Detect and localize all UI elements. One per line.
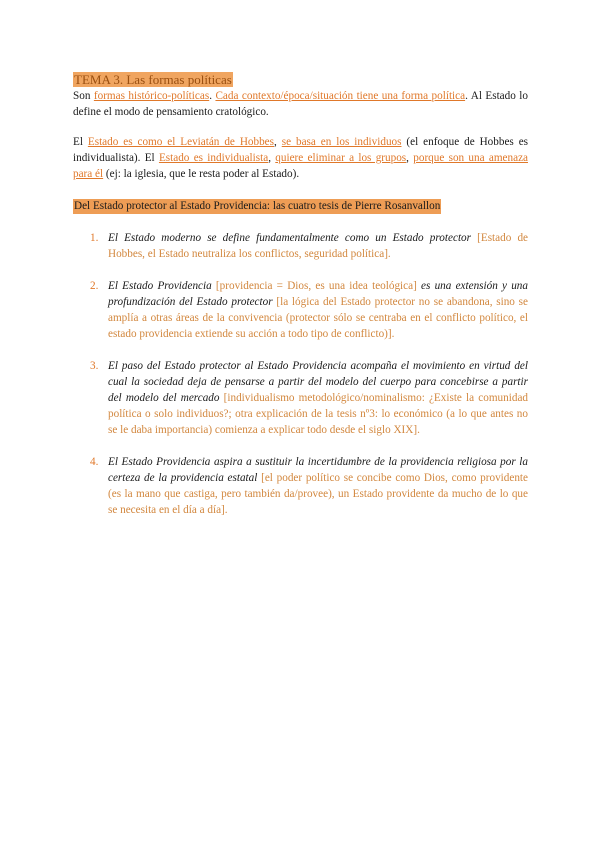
thesis-statement: El Estado moderno se define fundamentalmente como un Estado protector: [108, 232, 471, 244]
section-heading-line: [73, 196, 528, 214]
text-run: ,: [274, 136, 282, 148]
thesis-statement: El Estado Providencia aspira a sustituir la incertidumbre de la providencia religiosa por la certeza de la providencia estatal: [108, 456, 528, 484]
theses-list: [73, 230, 528, 518]
highlighted-phrase: Estado es como el Leviatán de Hobbes: [87, 136, 274, 148]
page-title: TEMA 3. Las formas políticas: [74, 72, 232, 87]
highlighted-phrase: formas histórico-políticas: [93, 90, 210, 102]
thesis-text: [108, 278, 528, 342]
thesis-note: [Estado de Hobbes, el Estado neutraliza los conflictos, seguridad política].: [108, 232, 528, 260]
text-run: .: [209, 90, 216, 102]
highlighted-phrase: porque son una amenaza para él: [73, 152, 528, 180]
text-run: (ej: la iglesia, que le resta poder al Estado).: [103, 168, 300, 180]
thesis-note: [la lógica del Estado protector no se abandona, sino se amplía a otras áreas de la convivencia (protector sólo se centraba en el conflicto político, el estado providencia extiende su acción a todo tipo de conflicto)].: [108, 296, 528, 340]
text-run: ,: [406, 152, 414, 164]
thesis-statement: El Estado Providencia: [108, 280, 212, 292]
list-item: [73, 358, 528, 438]
thesis-text: [108, 230, 528, 262]
list-item: [73, 278, 528, 342]
state-paragraph: [73, 134, 528, 182]
text-run: El: [73, 136, 88, 148]
list-item: [73, 230, 528, 262]
thesis-note: [individualismo metodológico/nominalismo: ¿Existe la comunidad política o solo individuos?; otra explicación de la tesis nº3: lo económico (a lo que antes no se le daba importancia) comienza a explicar todo desde el siglo XIX].: [108, 392, 528, 436]
text-run: ,: [268, 152, 276, 164]
intro-paragraph: [73, 88, 528, 120]
thesis-statement: es una extensión y una profundización del Estado protector: [108, 280, 528, 308]
document-body: [73, 72, 528, 534]
list-number: 1.: [90, 232, 99, 244]
thesis-note: [el poder político se concibe como Dios, como providente (es la mano que castiga, pero también da/provee), un Estado providente da mucho de lo que se necesita en el día a día].: [108, 472, 528, 516]
thesis-text: [108, 358, 528, 438]
text-run: . Al Estado lo define el modo de pensamiento cratológico.: [73, 90, 528, 118]
highlighted-phrase: quiere eliminar a los grupos: [275, 152, 407, 164]
list-number: 4.: [90, 456, 99, 468]
spacer: [73, 120, 528, 134]
highlighted-phrase: se basa en los individuos: [281, 136, 402, 148]
thesis-text: [108, 454, 528, 518]
list-number: 3.: [90, 360, 99, 372]
highlighted-phrase: Estado es individualista: [158, 152, 269, 164]
list-item: [73, 454, 528, 518]
highlighted-phrase: Cada contexto/época/situación tiene una forma política: [215, 90, 466, 102]
spacer: [73, 182, 528, 196]
thesis-note: [providencia = Dios, es una idea teológica]: [211, 280, 422, 292]
section-heading: Del Estado protector al Estado Providencia: las cuatro tesis de Pierre Rosanvallon: [74, 200, 441, 212]
text-run: (el enfoque de Hobbes es individualista). El: [73, 136, 529, 164]
thesis-statement: El paso del Estado protector al Estado Providencia acompaña el movimiento en virtud del cual la sociedad deja de pensarse a partir del modelo del cuerpo para concebirse a partir del modelo del mercado: [108, 360, 528, 404]
page-title-line: [73, 72, 528, 88]
text-run: Son: [73, 90, 94, 102]
list-number: 2.: [90, 280, 99, 292]
